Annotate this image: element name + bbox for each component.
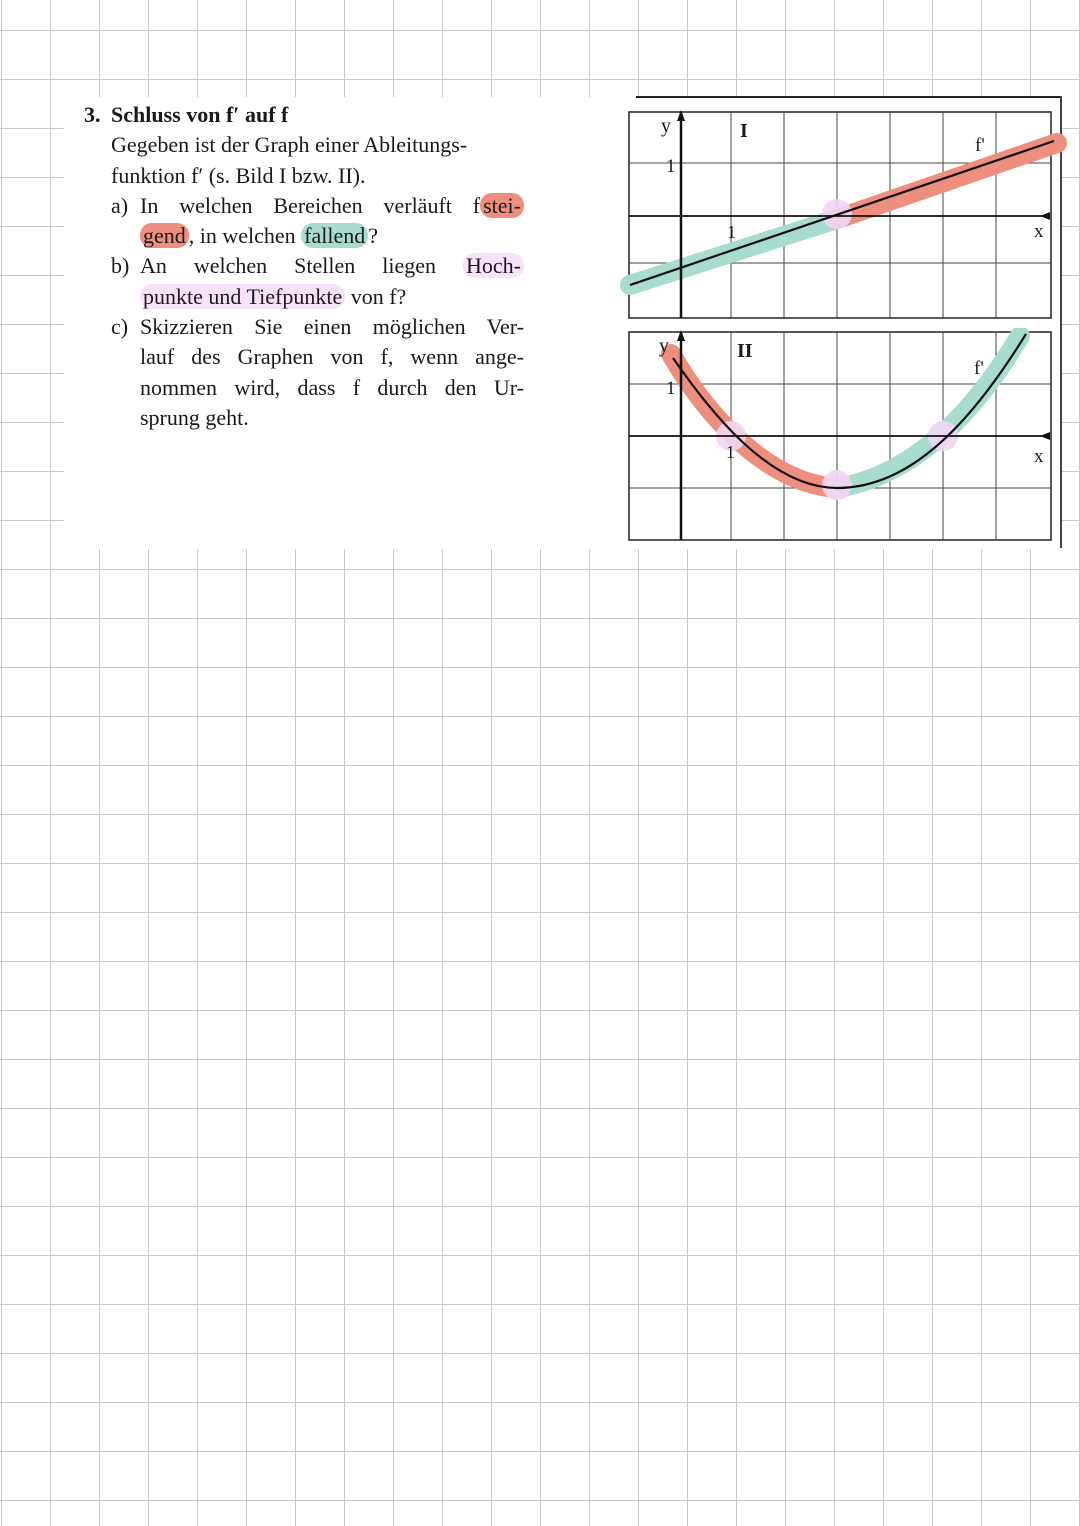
question-c-label: c) <box>111 314 129 340</box>
highlight-steigend-2: gend <box>140 223 189 248</box>
y-tick-label: 1 <box>666 156 676 177</box>
highlight-hochpunkte-1: Hoch- <box>463 253 524 278</box>
question-c-line-2: lauf des Graphen von f, wenn ange- <box>140 344 524 370</box>
graph-label: I <box>740 120 748 142</box>
question-a-text-2: , in welchen <box>188 223 296 249</box>
graph-ii <box>618 328 1068 544</box>
intro-line-2: funktion f′ (s. Bild I bzw. II). <box>111 162 366 188</box>
question-b-label: b) <box>111 253 130 279</box>
question-c <box>111 312 524 433</box>
exercise-number: 3. <box>84 102 101 127</box>
question-a-label: a) <box>111 192 129 218</box>
x-axis-label: x <box>1034 446 1044 467</box>
question-b-end: von f? <box>350 283 407 309</box>
x-axis-label: x <box>1034 221 1044 242</box>
question-a-line-2 <box>140 221 524 251</box>
exercise-text <box>84 100 524 433</box>
intro-line-1: Gegeben ist der Graph einer Ableitungs- <box>111 132 468 158</box>
highlight-fallend: fallend <box>301 223 368 248</box>
question-b-line-1 <box>140 251 524 281</box>
exercise-heading <box>84 100 524 130</box>
question-b <box>111 251 524 312</box>
x-tick-label: 1 <box>726 442 735 462</box>
y-tick-label: 1 <box>666 378 676 399</box>
curve-label: f' <box>975 135 985 156</box>
question-c-line-1: Skizzieren Sie einen möglichen Ver- <box>140 314 524 340</box>
question-b-text: An welchen Stellen liegen <box>140 253 437 279</box>
exercise-title: Schluss von f′ auf f <box>111 102 289 127</box>
question-a <box>111 191 524 252</box>
highlight-hochpunkte-2: punkte und Tiefpunkte <box>140 284 345 309</box>
clipping-border-top <box>636 96 1062 98</box>
question-c-line-4: sprung geht. <box>140 404 249 430</box>
question-a-line-1 <box>140 191 524 221</box>
highlight-wendestelle <box>822 470 852 500</box>
graph-i <box>618 108 1068 322</box>
question-a-text: In welchen Bereichen verläuft f <box>140 192 481 218</box>
question-c-line-3: nommen wird, dass f durch den Ur- <box>140 374 524 400</box>
y-axis-label: y <box>661 115 671 137</box>
highlight-steigend-1: stei- <box>480 193 524 218</box>
x-tick-label: 1 <box>727 222 736 242</box>
curve-label: f' <box>974 358 984 379</box>
question-a-end: ? <box>368 223 379 249</box>
graph-label: II <box>737 340 753 362</box>
y-axis-label: y <box>659 335 669 357</box>
question-b-line-2 <box>140 282 524 312</box>
